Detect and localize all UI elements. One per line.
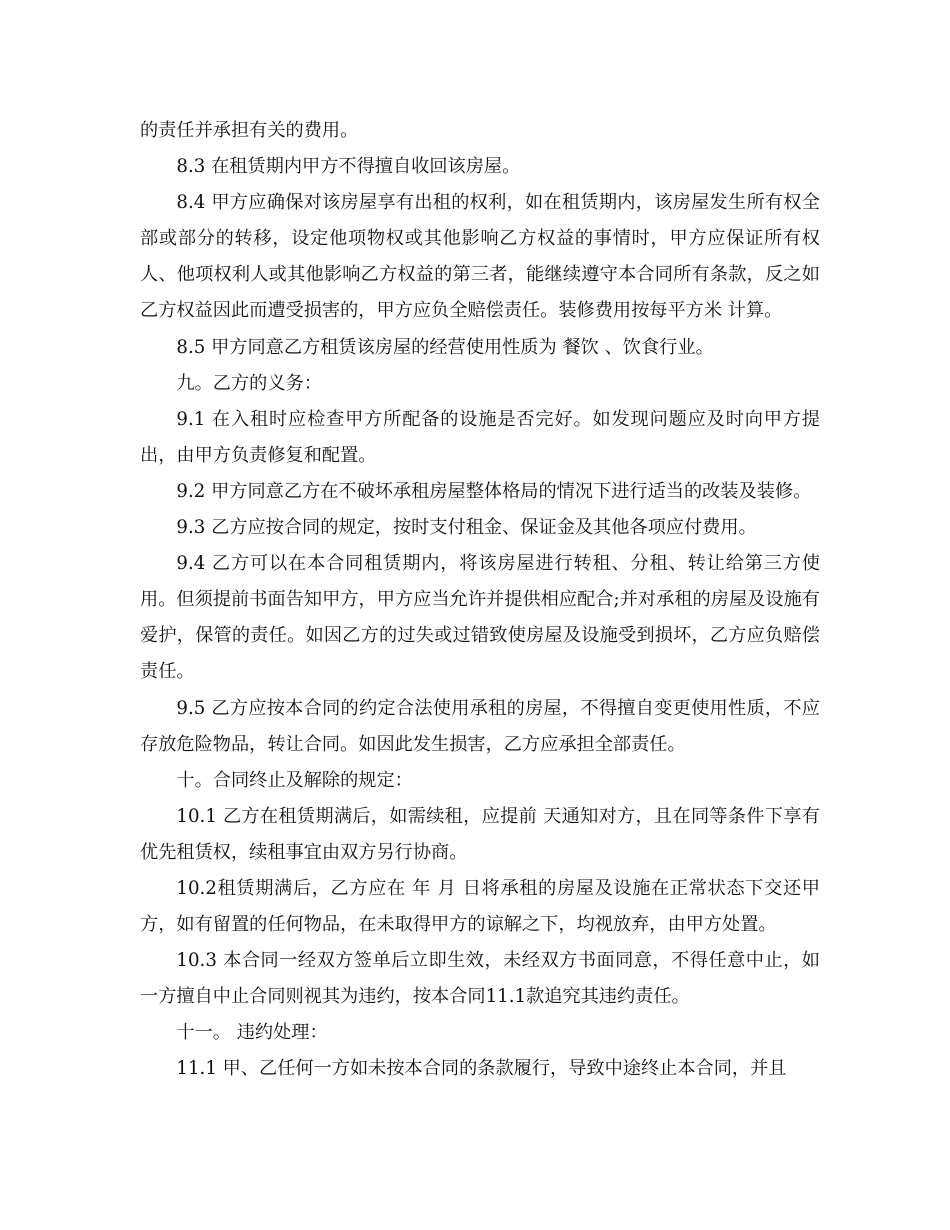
contract-text — [140, 113, 820, 1088]
clause-10-1: 10.1 乙方在租赁期满后，如需续租，应提前 天通知对方，且在同等条件下享有优先租赁权，续租事宜由双方另行协商。 — [140, 805, 820, 863]
clause-9-5: 9.5 乙方应按本合同的约定合法使用承租的房屋，不得擅自变更使用性质，不应存放危险物品，转让合同。如因此发生损害，乙方应承担全部责任。 — [140, 697, 820, 755]
section-9-heading: 九。乙方的义务： — [176, 372, 322, 394]
clause-8-4: 8.4 甲方应确保对该房屋享有出租的权利，如在租赁期内，该房屋发生所有权全部或部分的转移，设定他项物权或其他影响乙方权益的事情时，甲方应保证所有权人、他项权利人或其他影响乙方权益的第三者，能继续遵守本合同所有条款，反之如乙方权益因此而遭受损害的，甲方应负全赔偿责任。装修费用按每平方米 计算。 — [140, 192, 820, 322]
section-10-heading: 十。合同终止及解除的规定： — [176, 769, 413, 791]
paragraph-continuation: 的责任并承担有关的费用。 — [140, 120, 359, 141]
clause-9-3: 9.3 乙方应按合同的规定，按时支付租金、保证金及其他各项应付费用。 — [176, 517, 757, 539]
clause-9-1: 9.1 在入租时应检查甲方所配备的设施是否完好。如发现问题应及时向甲方提出，由甲方负责修复和配置。 — [140, 408, 820, 466]
clause-8-5: 8.5 甲方同意乙方租赁该房屋的经营使用性质为 餐饮 、饮食行业。 — [176, 336, 714, 358]
clause-11-1: 11.1 甲、乙任何一方如未按本合同的条款履行，导致中途终止本合同，并且 — [176, 1058, 787, 1080]
section-11-heading: 十一。 违约处理： — [176, 1022, 328, 1044]
clause-10-2: 10.2租赁期满后，乙方应在 年 月 日将承租的房屋及设施在正常状态下交还甲方，如有留置的任何物品，在未取得甲方的谅解之下，均视放弃，由甲方处置。 — [140, 877, 820, 936]
clause-8-3: 8.3 在租赁期内甲方不得擅自收回该房屋。 — [176, 156, 521, 178]
clause-9-4: 9.4 乙方可以在本合同租赁期内，将该房屋进行转租、分租、转让给第三方使用。但须提前书面告知甲方，甲方应当允许并提供相应配合;并对承租的房屋及设施有爱护，保管的责任。如因乙方的过失或过错致使房屋及设施受到损坏，乙方应负赔偿责任。 — [140, 553, 820, 683]
clause-10-3: 10.3 本合同一经双方签单后立即生效，未经双方书面同意，不得任意中止，如一方擅自中止合同则视其为违约，按本合同11.1款追究其违约责任。 — [140, 950, 820, 1008]
clause-9-2: 9.2 甲方同意乙方在不破坏承租房屋整体格局的情况下进行适当的改装及装修。 — [176, 480, 812, 502]
